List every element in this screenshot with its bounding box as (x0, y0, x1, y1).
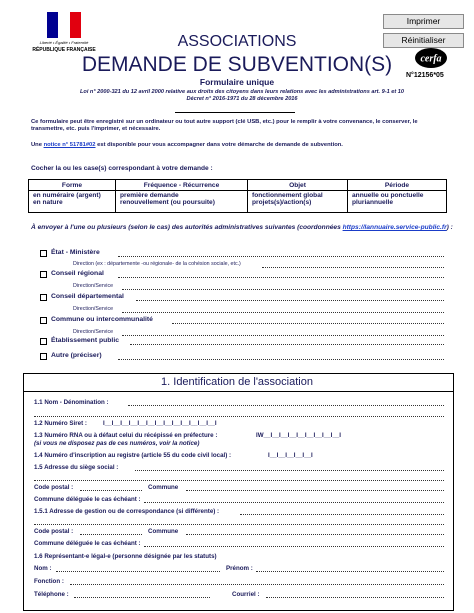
code-postal-label: Code postal : (34, 484, 74, 491)
region-input[interactable] (118, 269, 444, 278)
table-header-row (29, 180, 447, 191)
send-instruction (31, 224, 456, 232)
siege-input[interactable] (135, 462, 444, 471)
courriel-input[interactable] (266, 589, 444, 598)
departement-direction-input[interactable] (122, 304, 444, 313)
law-reference: Loi n° 2000-321 du 12 avril 2000 relative aux droits des citoyens dans leurs relations avec les administrations art. 9-1 et 10 (79, 89, 405, 95)
departement-input[interactable] (136, 292, 444, 301)
telephone-label: Téléphone : (34, 591, 69, 598)
intro-paragraph: Ce formulaire peut être enregistré sur un ordinateur ou tout autre support (clé USB, etc.) pour le remplir à votre convenance, le conserver, le transmettre, etc. puis l'imprimer, et nécessaire. (31, 119, 418, 132)
send-text: À envoyer à l'une ou plusieurs (selon le cas) des autorités administratives suivantes (coordonnées (31, 224, 343, 231)
table-cell[interactable]: première demande renouvellement (ou poursuite) (116, 191, 248, 213)
rna-input[interactable]: IW__I__I__I__I__I__I__I__I__I (256, 432, 341, 439)
prenom-label: Prénom : (226, 565, 253, 572)
authority-label-departement: Conseil départemental (51, 293, 124, 300)
siege-input-line2[interactable] (34, 472, 444, 481)
section-title: 1. Identification de l'association (161, 376, 313, 388)
siret-label: 1.2 Numéro Siret : (34, 420, 87, 427)
form-subtitle: Formulaire unique (199, 77, 275, 87)
checkbox-departement[interactable] (40, 294, 47, 301)
region-direction-input[interactable] (122, 281, 444, 290)
commune-deleguee-input[interactable] (144, 494, 444, 503)
courriel-label: Courriel : (232, 591, 260, 598)
legal-reference (50, 89, 434, 103)
fonction-label: Fonction : (34, 578, 64, 585)
cerfa-number: N°12156*05 (406, 72, 444, 79)
commune-deleguee-label-2: Commune déléguée le cas échéant : (34, 540, 141, 547)
checkbox-commune[interactable] (40, 317, 47, 324)
table-header: Forme (29, 180, 116, 191)
etat-input[interactable] (118, 248, 444, 257)
checkbox-etat[interactable] (40, 250, 47, 257)
commune-field-input-2[interactable] (186, 526, 444, 535)
nom-label: 1.1 Nom - Dénomination : (34, 399, 109, 406)
notice-prefix: Une (31, 142, 44, 148)
inscription-label: 1.4 Numéro d'inscription au registre (article 55 du code civil local) : (34, 452, 232, 459)
nom-input[interactable] (128, 397, 444, 406)
nom-input-line2[interactable] (34, 408, 444, 417)
etat-direction-input[interactable] (262, 259, 444, 268)
table-row (29, 191, 447, 213)
republic-motto: Liberté • Égalité • Fraternité (39, 40, 89, 45)
page-title-line2: DEMANDE DE SUBVENTION(S) (81, 53, 393, 76)
notice-suffix: est disponible pour vous accompagner dans votre démarche de demande de subvention. (95, 142, 343, 148)
table-cell[interactable]: annuelle ou ponctuelle pluriannuelle (348, 191, 447, 213)
authority-label-region: Conseil régional (51, 270, 104, 277)
checkbox-region[interactable] (40, 271, 47, 278)
telephone-input[interactable] (74, 589, 210, 598)
prenom-input[interactable] (256, 563, 444, 572)
gestion-label: 1.5.1 Adresse de gestion ou de correspondance (si différente) : (34, 508, 220, 515)
decree-reference: Décret n° 2016-1971 du 28 décembre 2016 (186, 96, 298, 102)
checkbox-autre[interactable] (40, 353, 47, 360)
authority-label-etablissement: Établissement public (51, 337, 119, 344)
direction-label: Direction/Service (73, 329, 114, 335)
commune-deleguee-input-2[interactable] (144, 538, 444, 547)
annuaire-link[interactable]: https://lannuaire.service-public.fr (342, 224, 447, 231)
print-button[interactable]: Imprimer (383, 14, 464, 29)
direction-label: Direction (ex : départemente -ou régionale- de la cohésion sociale, etc.) (73, 261, 241, 267)
notice-paragraph (31, 142, 451, 149)
table-header: Objet (248, 180, 348, 191)
code-postal-input-2[interactable] (80, 526, 142, 535)
notice-link[interactable]: notice n° 51781#02 (43, 142, 96, 148)
direction-label: Direction/Service (73, 306, 114, 312)
page-title-line1: ASSOCIATIONS (177, 33, 297, 50)
authority-label-autre: Autre (préciser) (51, 352, 102, 359)
table-header: Période (348, 180, 447, 191)
nom-rep-input[interactable] (56, 563, 220, 572)
table-header: Fréquence - Récurrence (116, 180, 248, 191)
gestion-input-line2[interactable] (34, 516, 444, 525)
commune-label-2: Commune (148, 528, 179, 535)
cerfa-logo-text: cerfa (420, 53, 442, 65)
table-cell[interactable]: fonctionnement global projets(s)/action(s) (248, 191, 348, 213)
representant-label: 1.6 Représentant-e légal-e (personne désignée par les statuts) (34, 553, 217, 560)
commune-field-input[interactable] (186, 482, 444, 491)
checkbox-etablissement[interactable] (40, 338, 47, 345)
check-instruction: Cocher la ou les case(s) correspondant à votre demande : (31, 165, 213, 172)
code-postal-input[interactable] (80, 482, 142, 491)
rna-note: (si vous ne disposez pas de ces numéros, voir la notice) (34, 440, 200, 447)
send-suffix: ) : (446, 224, 453, 231)
commune-deleguee-label: Commune déléguée le cas échéant : (34, 496, 141, 503)
siege-label: 1.5 Adresse du siège social : (34, 464, 119, 471)
commune-input[interactable] (172, 315, 444, 324)
reset-button[interactable]: Réinitialiser (383, 33, 464, 48)
fonction-input[interactable] (70, 576, 444, 585)
table-cell[interactable]: en numéraire (argent) en nature (29, 191, 116, 213)
divider (175, 112, 295, 113)
direction-label: Direction/Service (73, 283, 114, 289)
nom-rep-label: Nom : (34, 565, 52, 572)
commune-label: Commune (148, 484, 179, 491)
code-postal-label-2: Code postal : (34, 528, 74, 535)
gestion-input[interactable] (240, 506, 444, 515)
request-type-table (28, 179, 447, 213)
etablissement-input[interactable] (130, 336, 444, 345)
siret-input[interactable]: I__I__I__I__I__I__I__I__I__I__I__I__I__I (103, 420, 217, 427)
inscription-input[interactable]: I__I__I__I__I__I (268, 452, 313, 459)
section-divider (23, 391, 454, 392)
autre-input[interactable] (118, 351, 444, 360)
republic-name: RÉPUBLIQUE FRANÇAISE (32, 47, 96, 53)
rna-label: 1.3 Numéro RNA ou à défaut celui du récépissé en préfecture : (34, 432, 218, 439)
authority-label-commune: Commune ou intercommunalité (51, 316, 153, 323)
authority-label-etat: État - Ministère (51, 249, 100, 256)
commune-direction-input[interactable] (122, 327, 444, 336)
